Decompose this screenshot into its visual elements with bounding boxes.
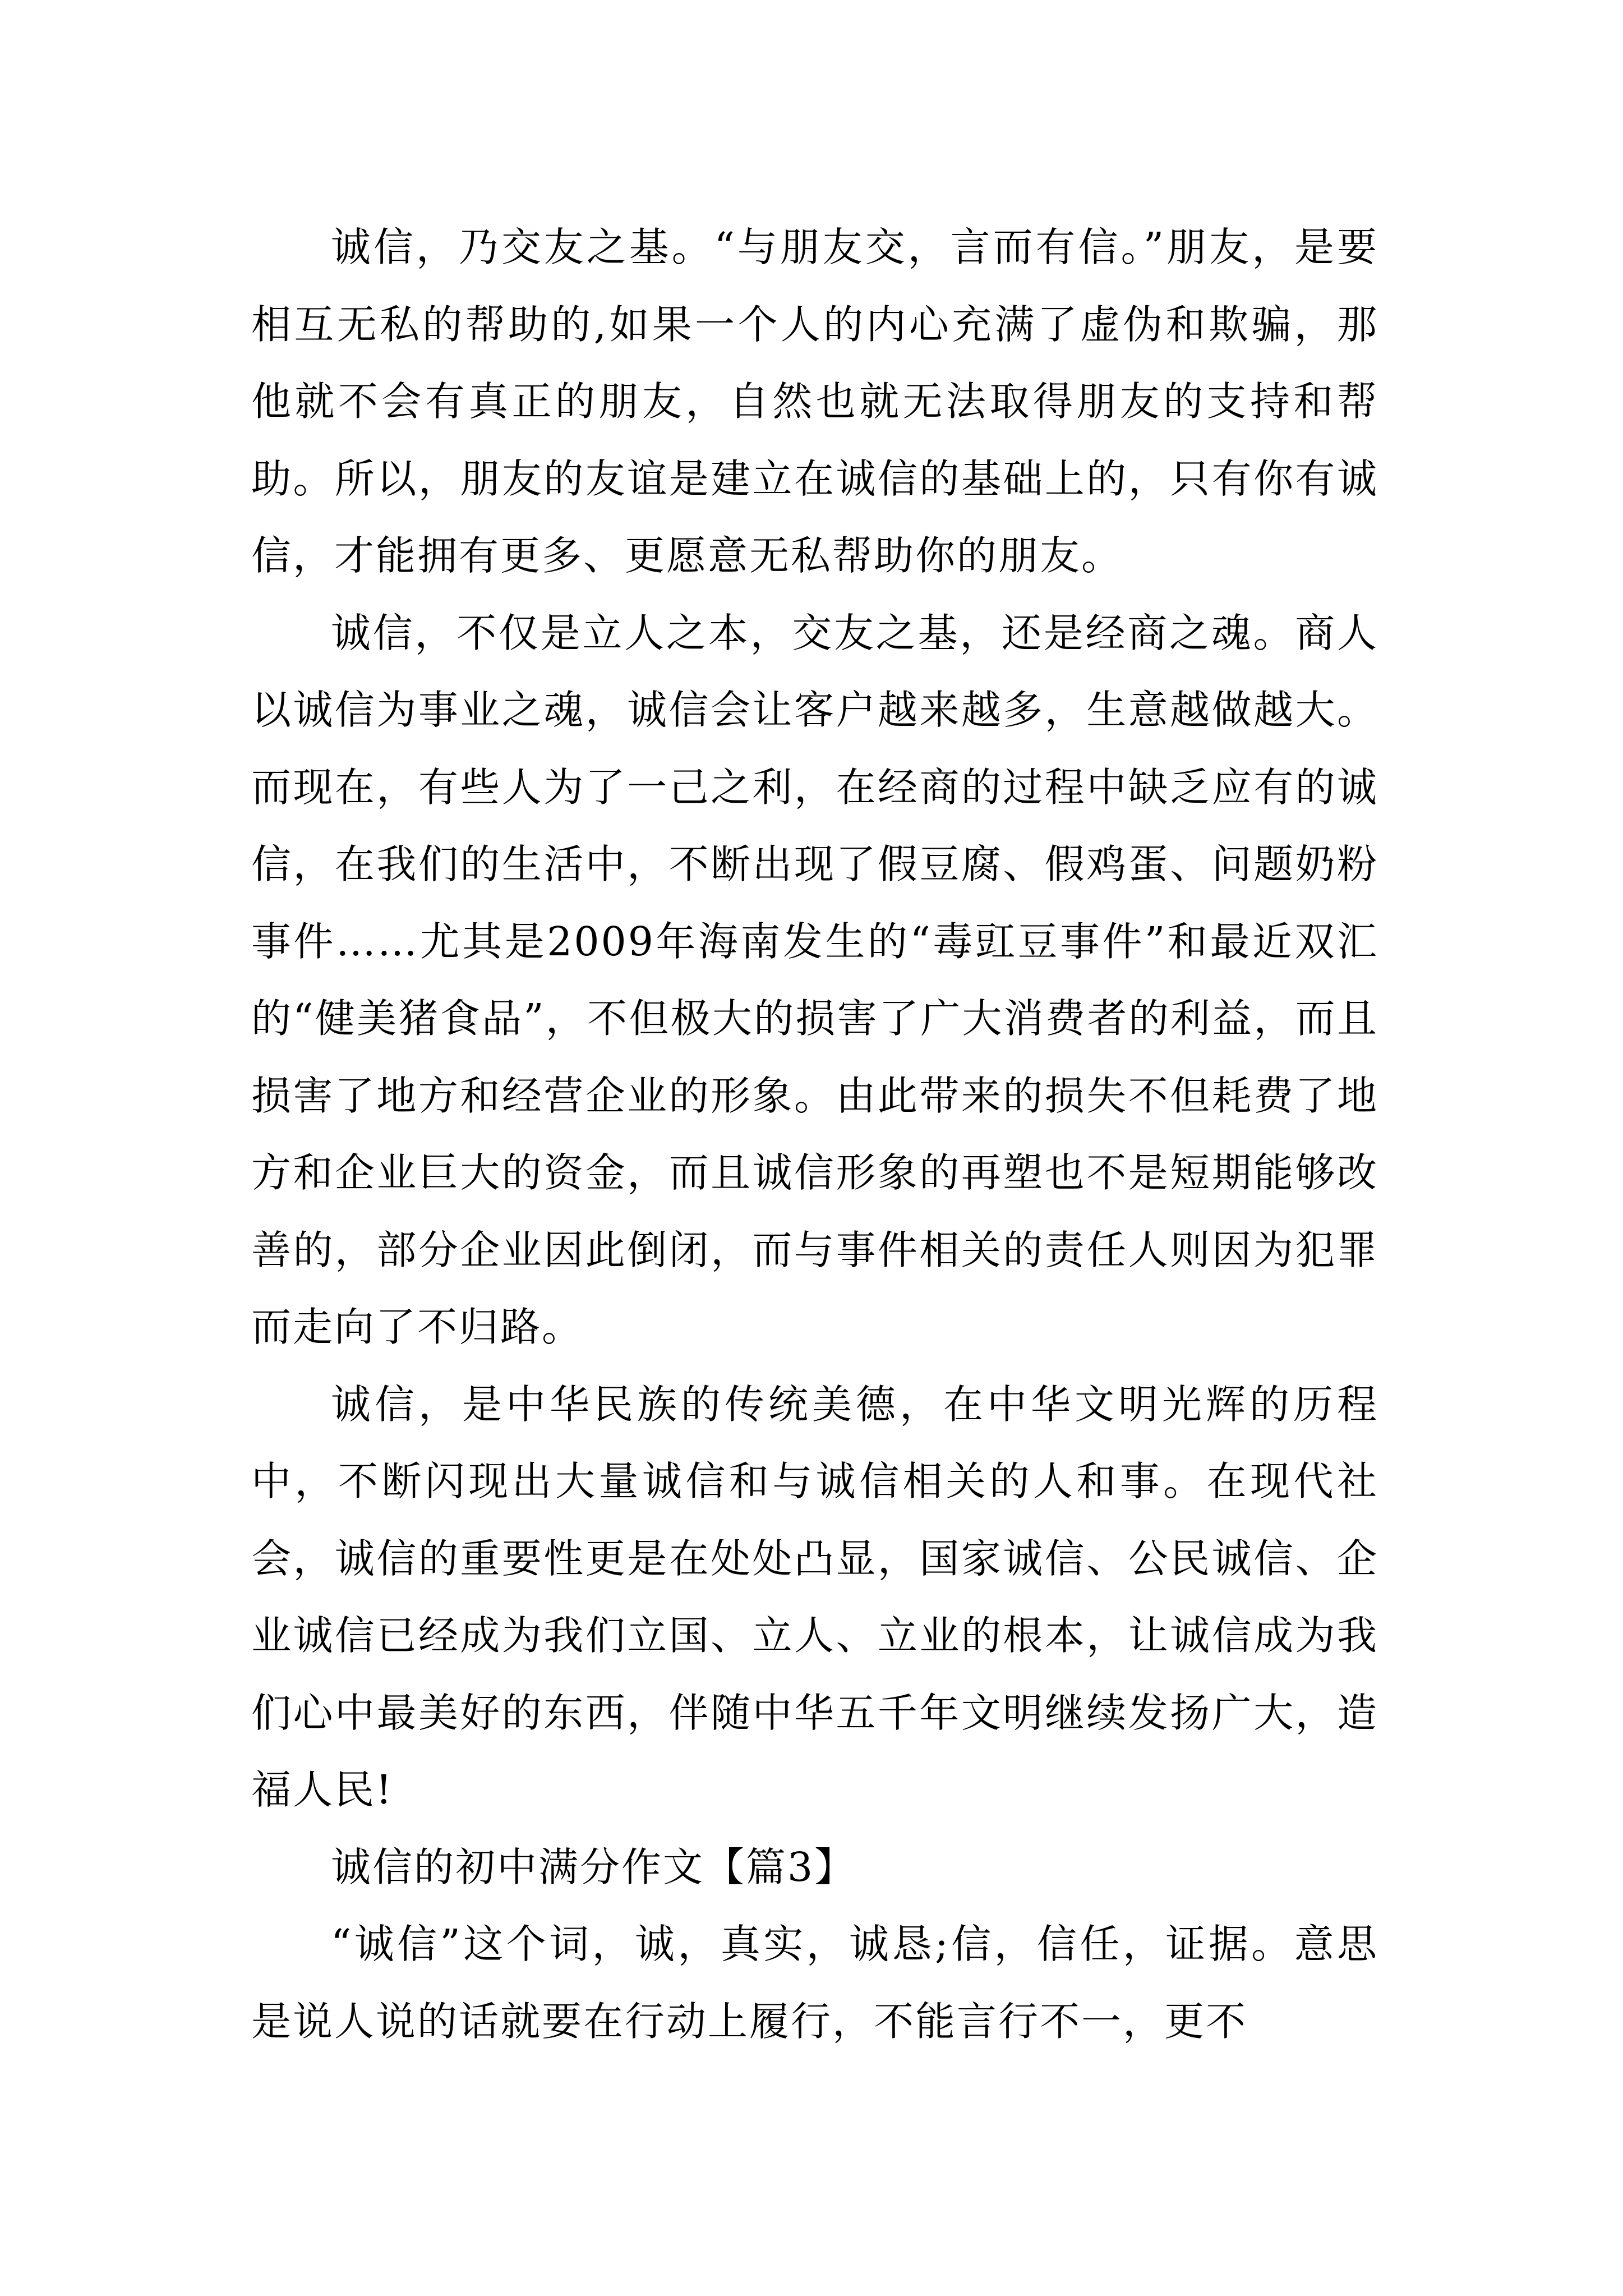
paragraph-meaning: “诚信”这个词，诚，真实，诚恳;信，信任，证据。意思是说人说的话就要在行动上履行，不能言行不一，更不 [251, 1921, 1378, 2045]
paragraph-tradition: 诚信，是中华民族的传统美德，在中华文明光辉的历程中，不断闪现出大量诚信和与诚信相关的人和事。在现代社会，诚信的重要性更是在处处凸显，国家诚信、公民诚信、企业诚信已经成为我们立国、立人、立业的根本，让诚信成为我们心中最美好的东西，伴随中华五千年文明继续发扬广大，造福人民! [251, 1381, 1378, 1813]
paragraph-business: 诚信，不仅是立人之本，交友之基，还是经商之魂。商人以诚信为事业之魂，诚信会让客户越来越多，生意越做越大。而现在，有些人为了一己之利，在经商的过程中缺乏应有的诚信，在我们的生活中，不断出现了假豆腐、假鸡蛋、问题奶粉事件……尤其是2009年海南发生的“毒豇豆事件”和最近双汇的“健美猪食品”，不但极大的损害了广大消费者的利益，而且损害了地方和经营企业的形象。由此带来的损失不但耗费了地方和企业巨大的资金，而且诚信形象的再塑也不是短期能够改善的，部分企业因此倒闭，而与事件相关的责任人则因为犯罪而走向了不归路。 [251, 609, 1378, 1350]
section-heading: 诚信的初中满分作文【篇3】 [331, 1843, 856, 1890]
paragraph-friendship: 诚信，乃交友之基。“与朋友交，言而有信。”朋友，是要相互无私的帮助的,如果一个人的内心充满了虚伪和欺骗，那他就不会有真正的朋友，自然也就无法取得朋友的支持和帮助。所以，朋友的友谊是建立在诚信的基础上的，只有你有诚信，才能拥有更多、更愿意无私帮助你的朋友。 [251, 224, 1378, 579]
body-text [251, 209, 1378, 2060]
